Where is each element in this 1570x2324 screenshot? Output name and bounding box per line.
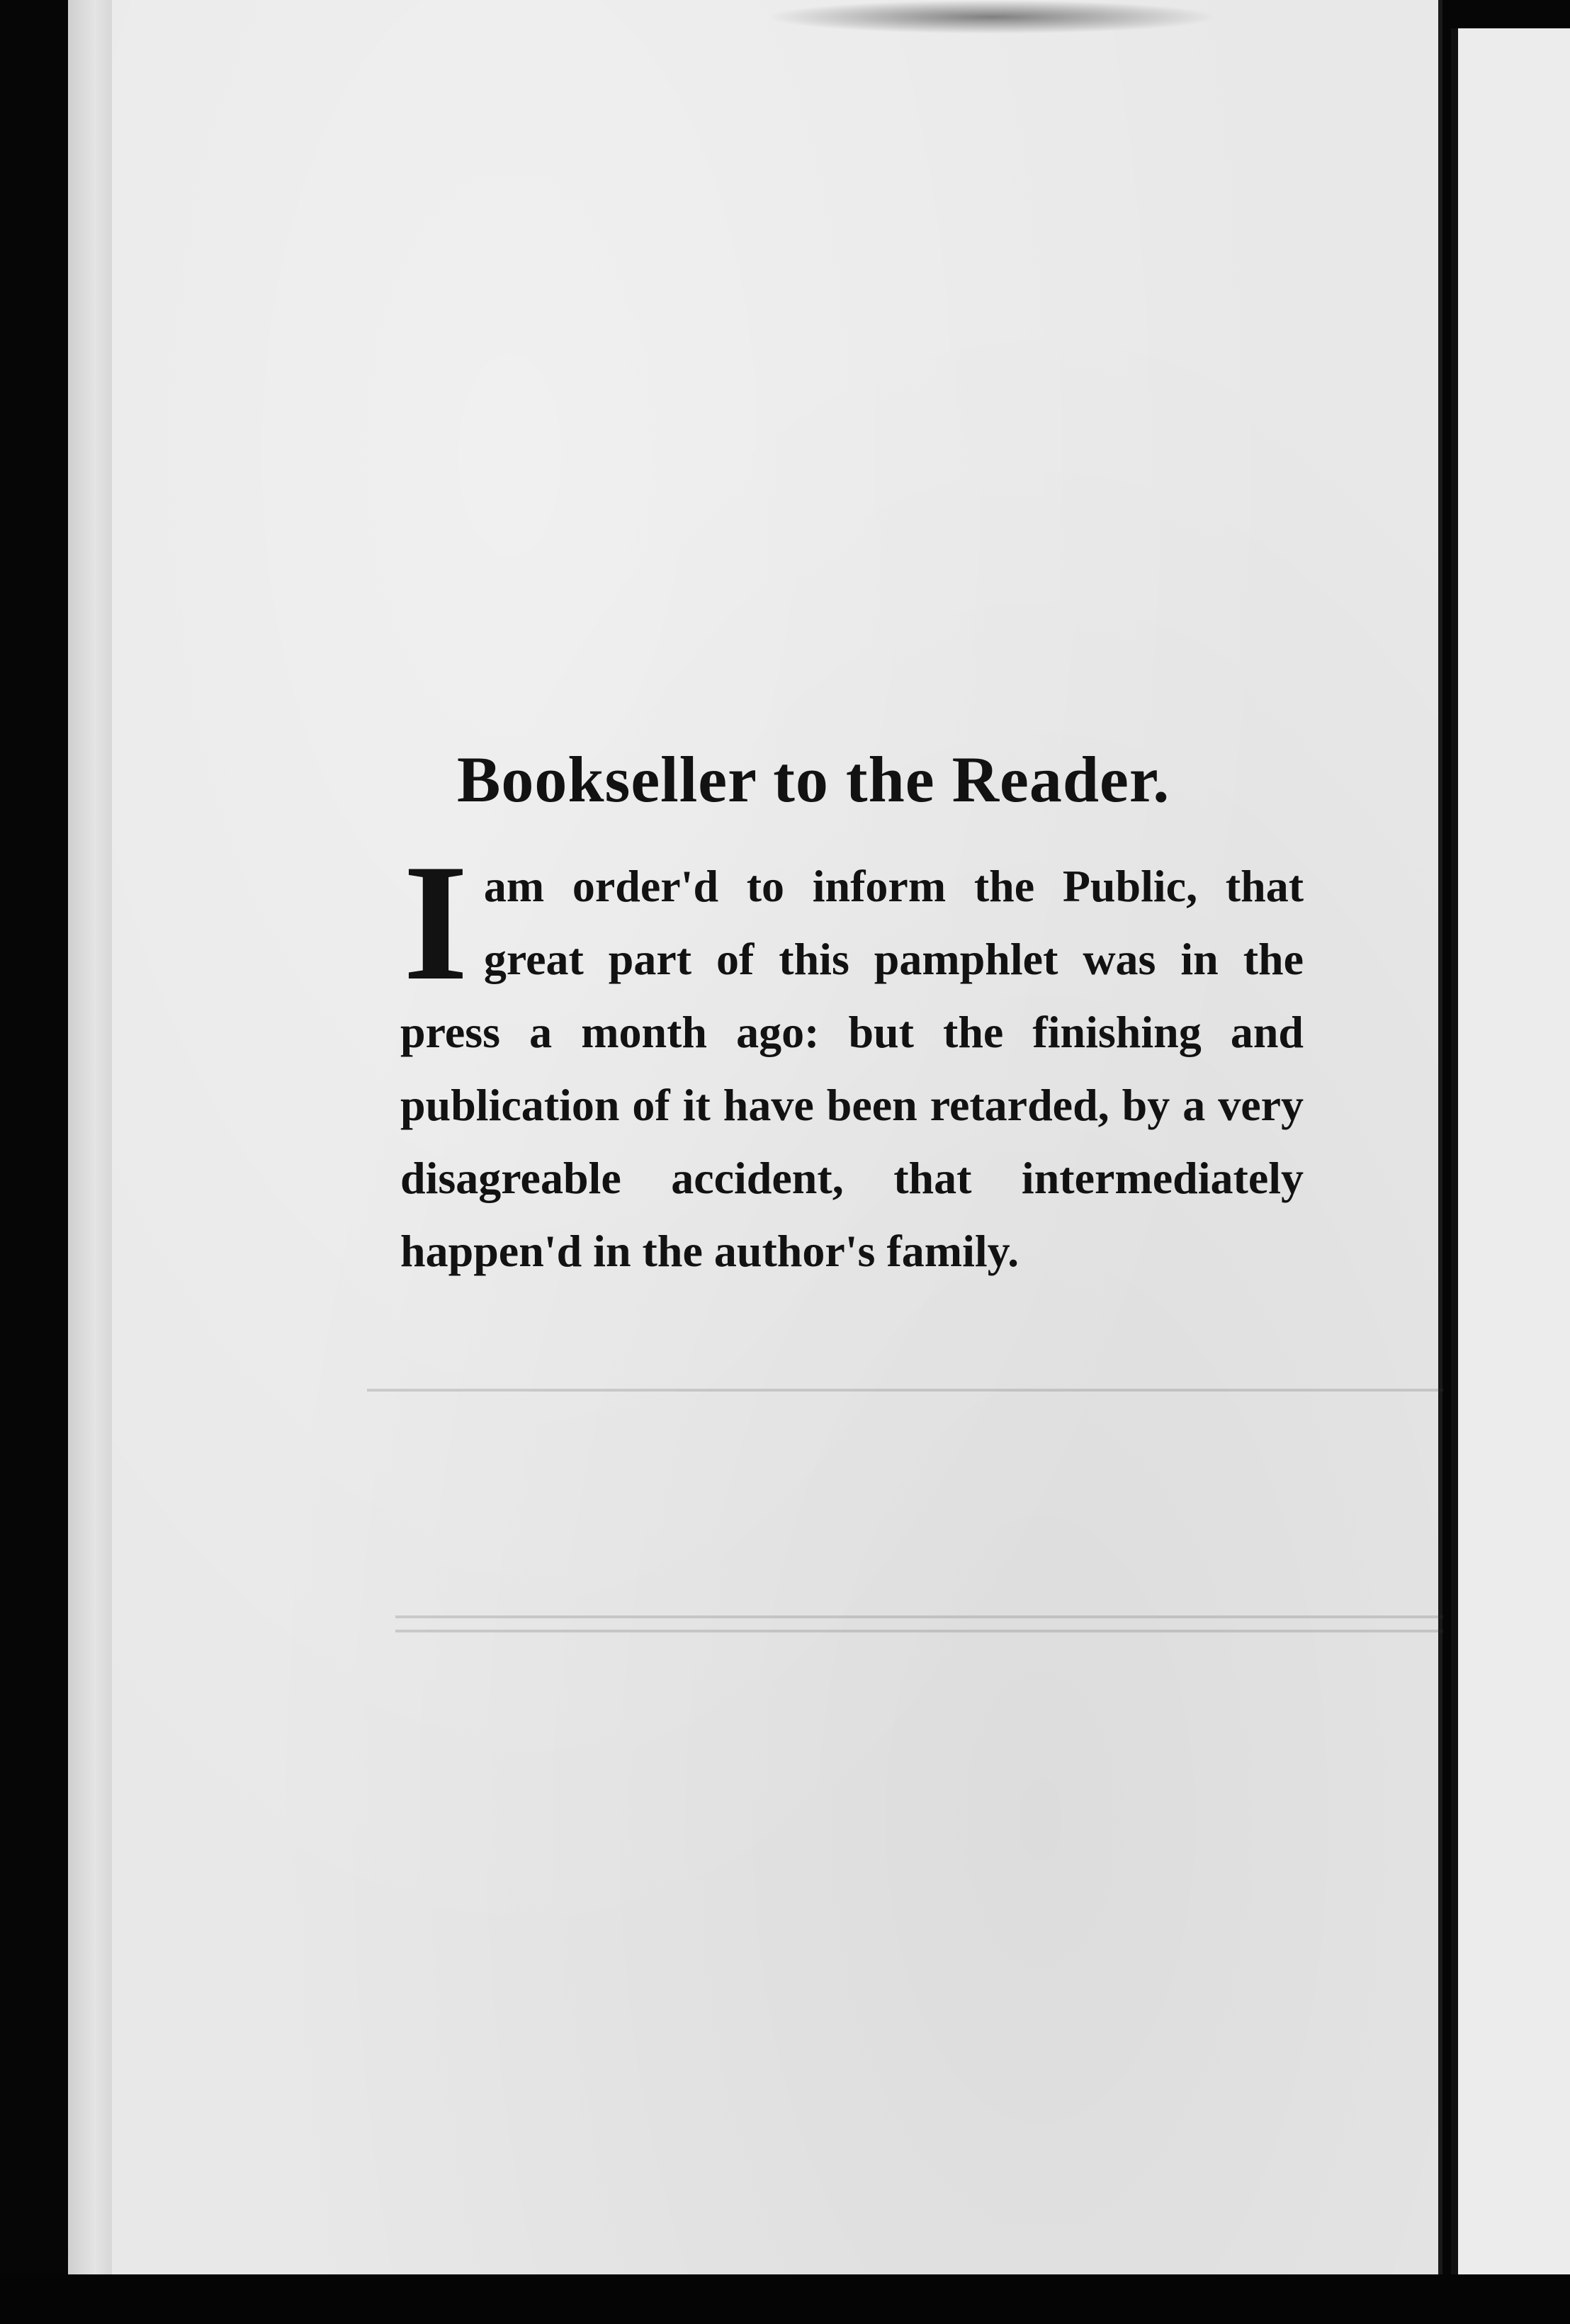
left-page-edge xyxy=(68,0,113,2274)
notice-block xyxy=(400,744,1304,1287)
notice-body-text: am order'd to inform the Public, that great part of this pamphlet was in the press a month ago: but the finishing and publication of it have been retarded, by a very disagreable accident, that intermediately happen'd in the author's family. xyxy=(400,861,1304,1277)
notice-paragraph xyxy=(400,830,1304,1287)
scan-bottom-border xyxy=(0,2274,1570,2324)
notice-heading: Bookseller to the Reader. xyxy=(457,743,1170,816)
top-ink-smudge xyxy=(765,0,1219,34)
drop-cap: I xyxy=(403,830,468,1016)
adjacent-page-edge xyxy=(1451,28,1570,2274)
